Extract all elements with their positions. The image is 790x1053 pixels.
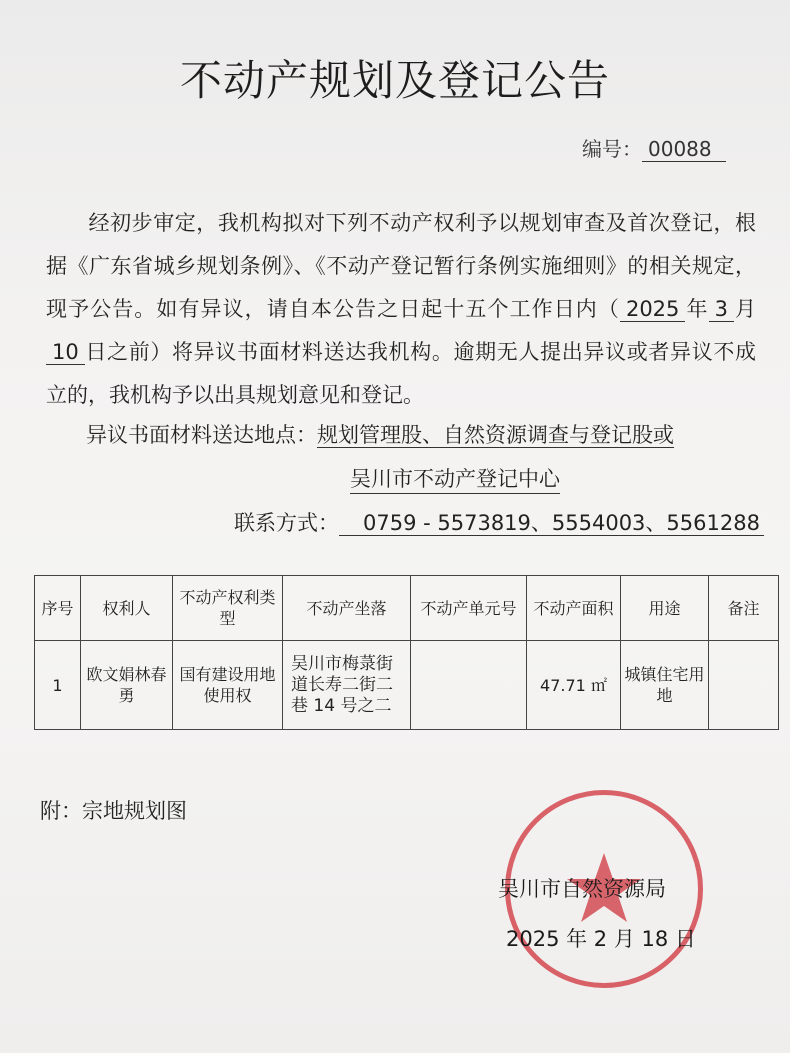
announcement-paragraph [46, 202, 756, 417]
cell-location: 吴川市梅菉街道长寿二街二巷 14 号之二 [283, 641, 411, 730]
contact-row [234, 507, 764, 537]
document-number [582, 133, 726, 162]
header-remark: 备注 [709, 576, 779, 641]
header-right-type: 不动产权利类型 [173, 576, 283, 641]
paragraph-part-1: 经初步审定，我机构拟对下列不动产权利予以规划审查及首次登记，根据《广东省城乡规划条例》、《不动产登记暂行条例实施细则》的相关规定，现予公告。如有异议，请自本公告之日起十五个工作日内（ [46, 211, 756, 321]
issuer-name: 吴川市自然资源局 [498, 877, 666, 901]
deadline-month: 3 [709, 297, 734, 322]
page-title: 不动产规划及登记公告 [179, 56, 610, 105]
cell-area: 47.71 ㎡ [527, 641, 621, 730]
contact-value: 0759 - 5573819、5554003、5561288 [339, 511, 764, 536]
cell-no: 1 [35, 641, 81, 730]
paragraph-part-2: 日之前）将异议书面材料送达我机构。逾期无人提出异议或者异议不成立的，我机构予以出具规划意见和登记。 [46, 340, 756, 407]
document-number-value: 00088 [642, 137, 726, 162]
header-owner: 权利人 [81, 576, 173, 641]
address-label: 异议书面材料送达地点： [86, 423, 317, 447]
cell-remark [709, 641, 779, 730]
deadline-year-unit: 年 [685, 297, 709, 321]
property-table [34, 575, 779, 730]
cell-unit-no [411, 641, 527, 730]
attachment-note: 附：宗地规划图 [40, 799, 187, 823]
table-header-row [35, 576, 779, 641]
cell-right-type: 国有建设用地使用权 [173, 641, 283, 730]
deadline-day: 10 [46, 340, 85, 365]
header-unit-no: 不动产单元号 [411, 576, 527, 641]
header-location: 不动产坐落 [283, 576, 411, 641]
address-row [86, 419, 674, 449]
header-usage: 用途 [621, 576, 709, 641]
cell-owner: 欧文娟林春勇 [81, 641, 173, 730]
deadline-year: 2025 [620, 297, 685, 322]
document-number-label: 编号： [582, 137, 642, 161]
issue-date: 2025 年 2 月 18 日 [506, 927, 696, 951]
address-line-2: 吴川市不动产登记中心 [350, 463, 560, 494]
contact-label: 联系方式： [234, 511, 339, 535]
header-area: 不动产面积 [527, 576, 621, 641]
cell-usage: 城镇住宅用地 [621, 641, 709, 730]
table-row [35, 641, 779, 730]
deadline-month-unit: 月 [733, 297, 757, 321]
address-line-1: 规划管理股、自然资源调查与登记股或 [317, 423, 674, 447]
header-no: 序号 [35, 576, 81, 641]
